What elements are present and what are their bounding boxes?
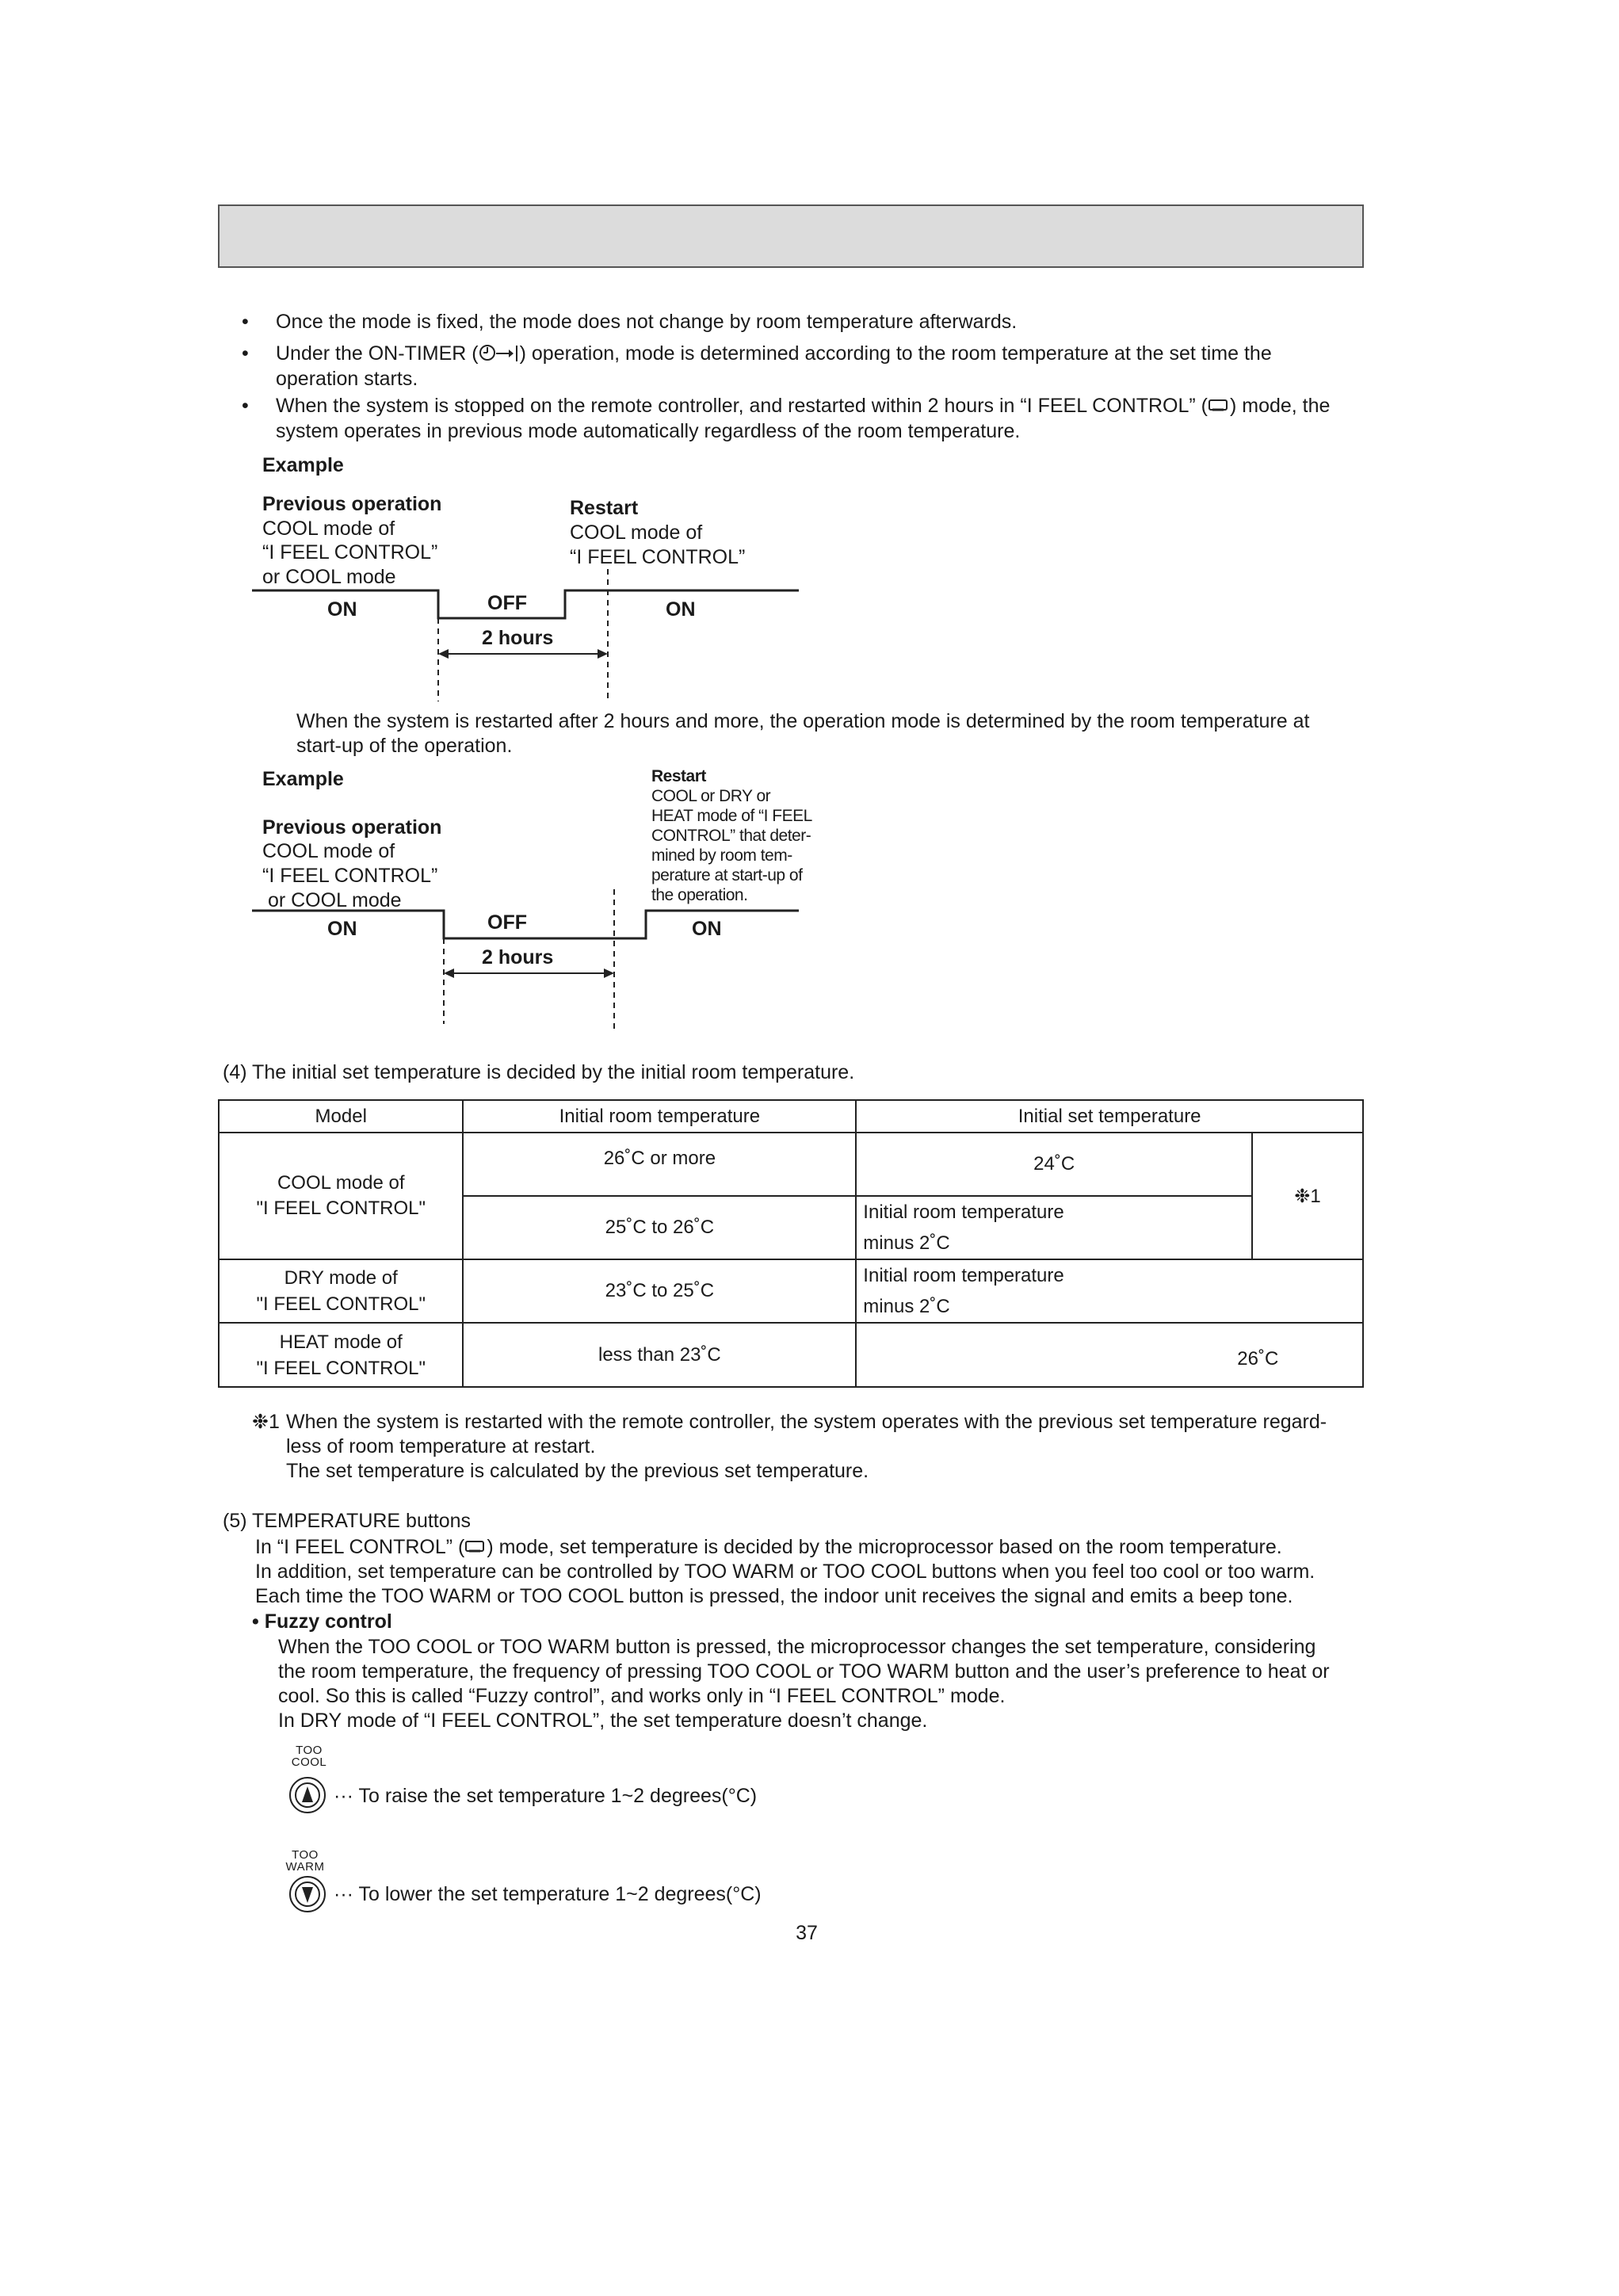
previous-operation-line: “I FEEL CONTROL”: [262, 865, 438, 887]
bullet-text: ) operation, mode is determined according to the room temperature at the set time the operation starts.: [276, 342, 1272, 390]
table-cell-room-temp: 23˚C to 25˚C: [463, 1259, 856, 1323]
table-header-cell: Initial set temperature: [856, 1100, 1363, 1133]
section-5-text: In “I FEEL CONTROL” ( ) mode, set temperature is decided by the microprocessor based on the room temperature.: [255, 1535, 1282, 1561]
note-mark: ❉1: [252, 1411, 280, 1433]
on-label: ON: [327, 918, 357, 940]
fuzzy-control-text: When the TOO COOL or TOO WARM button is pressed, the microprocessor changes the set temperature, considering: [278, 1636, 1316, 1658]
previous-operation-line: COOL mode of: [262, 518, 395, 540]
off-label: OFF: [487, 592, 527, 614]
previous-operation-title: Previous operation: [262, 493, 442, 515]
previous-operation-line: or COOL mode: [262, 889, 402, 911]
table-cell-set-temp: Initial room temperature minus 2˚C: [856, 1196, 1252, 1259]
example-label: Example: [262, 768, 344, 790]
bullet-item: • When the system is stopped on the remote controller, and restarted within 2 hours in “I FEEL CONTROL” ( ) mode, the system operates in previous mode automatically regardless of the room temperature.: [242, 395, 1331, 442]
table-header-cell: Model: [219, 1100, 463, 1133]
restart-line: HEAT mode of “I FEEL: [651, 807, 812, 825]
restart-line: COOL or DRY or: [651, 787, 771, 805]
note-text: When the system is restarted with the remote controller, the system operates with the previous set temperature regard-: [286, 1411, 1327, 1433]
note-text: less of room temperature at restart.: [286, 1435, 596, 1457]
table-cell-room-temp: 26˚C or more: [463, 1133, 856, 1196]
table-cell-note: ❉1: [1252, 1133, 1363, 1259]
restart-line: the operation.: [651, 886, 748, 904]
table-cell-room-temp: less than 23˚C: [463, 1323, 856, 1387]
section-header-box: [218, 204, 1364, 268]
bullet-item: • Under the ON-TIMER ( ) operation, mode is determined according to the room temperature at the set time the operation starts.: [242, 342, 1272, 390]
on-timer-icon: [479, 342, 520, 367]
fuzzy-control-text: cool. So this is called “Fuzzy control”, and works only in “I FEEL CONTROL” mode.: [278, 1685, 1006, 1707]
example-label: Example: [262, 454, 344, 476]
table-cell-room-temp: 25˚C to 26˚C: [463, 1196, 856, 1259]
i-feel-icon: [464, 1536, 487, 1561]
bullet-text: When the system is stopped on the remote controller, and restarted within 2 hours in “I FEEL CONTROL” (: [276, 395, 1208, 417]
on-label: ON: [666, 598, 696, 621]
table-cell-model: HEAT mode of "I FEEL CONTROL": [219, 1323, 463, 1387]
bullet-text: ) mode, the system operates in previous mode automatically regardless of the room temperature.: [276, 395, 1331, 442]
too-warm-label: TOO WARM: [285, 1848, 325, 1874]
i-feel-icon: [1208, 395, 1230, 419]
table-row: [219, 1133, 1363, 1196]
table-cell-set-temp: 26˚C: [856, 1323, 1363, 1387]
section-5-heading: (5) TEMPERATURE buttons: [223, 1510, 472, 1532]
section-5-text: In addition, set temperature can be controlled by TOO WARM or TOO COOL buttons when you feel too cool or too warm.: [255, 1561, 1315, 1583]
section-4-heading: (4) The initial set temperature is decided by the initial room temperature.: [223, 1061, 855, 1083]
fuzzy-control-text: the room temperature, the frequency of pressing TOO COOL or TOO WARM button and the user’s preference to heat or: [278, 1660, 1330, 1683]
bullet-item: • Once the mode is fixed, the mode does not change by room temperature afterwards.: [242, 310, 1351, 334]
too-warm-description: ··· To lower the set temperature 1~2 degrees(°C): [334, 1883, 762, 1905]
table-header-row: [219, 1100, 1363, 1133]
restart-line: COOL mode of: [570, 521, 703, 544]
table-cell-model: COOL mode of "I FEEL CONTROL": [219, 1133, 463, 1259]
restart-line: mined by room tem-: [651, 846, 792, 865]
duration-label: 2 hours: [482, 627, 554, 649]
previous-operation-title: Previous operation: [262, 816, 442, 839]
previous-operation-line: or COOL mode: [262, 566, 396, 588]
table-cell-model: DRY mode of "I FEEL CONTROL": [219, 1259, 463, 1323]
table-row: [219, 1323, 1363, 1387]
previous-operation-line: COOL mode of: [262, 840, 395, 862]
table-row: [219, 1259, 1363, 1323]
table-cell-set-temp: Initial room temperature minus 2˚C: [856, 1259, 1363, 1323]
table-header-cell: Initial room temperature: [463, 1100, 856, 1133]
initial-temperature-table: [218, 1099, 1364, 1388]
restart-line: perature at start-up of: [651, 866, 803, 884]
restart-title: Restart: [651, 767, 706, 785]
too-cool-label: TOO COOL: [291, 1744, 327, 1769]
bullet-text: Once the mode is fixed, the mode does not change by room temperature afterwards.: [276, 311, 1018, 333]
fuzzy-control-title: • Fuzzy control: [252, 1610, 392, 1633]
restart-after-two-hours-text: When the system is restarted after 2 hours and more, the operation mode is determined by the room temperature at start-up of the operation.: [296, 710, 1310, 757]
table-cell-set-temp: 24˚C: [856, 1133, 1252, 1196]
duration-label: 2 hours: [482, 946, 554, 968]
bullet-text: Under the ON-TIMER (: [276, 342, 479, 365]
page-number: 37: [796, 1922, 818, 1944]
restart-line: CONTROL” that deter-: [651, 827, 811, 845]
restart-line: “I FEEL CONTROL”: [570, 546, 746, 568]
section-5-text: Each time the TOO WARM or TOO COOL button is pressed, the indoor unit receives the signal and emits a beep tone.: [255, 1585, 1293, 1607]
on-label: ON: [327, 598, 357, 621]
on-label: ON: [692, 918, 722, 940]
previous-operation-line: “I FEEL CONTROL”: [262, 541, 438, 563]
note-text: The set temperature is calculated by the previous set temperature.: [286, 1460, 869, 1482]
restart-title: Restart: [570, 497, 639, 519]
off-label: OFF: [487, 911, 527, 934]
fuzzy-control-text: In DRY mode of “I FEEL CONTROL”, the set temperature doesn’t change.: [278, 1710, 928, 1732]
too-cool-description: ··· To raise the set temperature 1~2 degrees(°C): [334, 1785, 758, 1807]
